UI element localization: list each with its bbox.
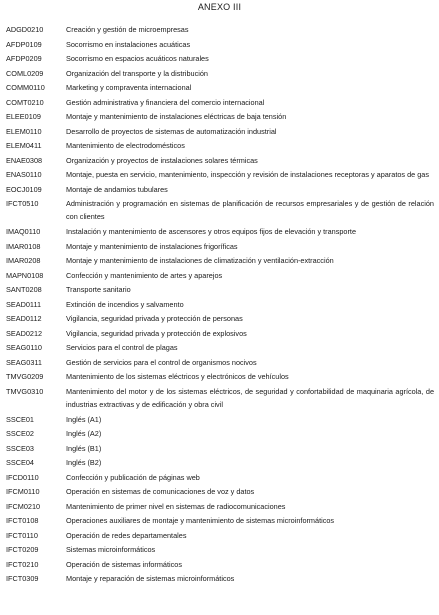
- entry-code: IFCD0110: [6, 472, 39, 482]
- entry-description: Montaje y mantenimiento de instalaciones frigoríficas: [66, 241, 238, 251]
- entry-code: SANT0208: [6, 285, 42, 295]
- entry-description: Creación y gestión de microempresas: [66, 25, 189, 34]
- entry-description: Gestión de servicios para el control de organismos nocivos: [66, 357, 257, 367]
- list-item: [6, 572, 434, 587]
- entry-code: AFDP0209: [6, 54, 42, 63]
- list-item: [6, 341, 434, 356]
- entry-code: SEAD0112: [6, 314, 42, 324]
- entry-code: TMVG0209: [6, 372, 44, 382]
- list-item: [6, 269, 434, 284]
- list-item: [6, 386, 434, 412]
- entry-description: Inglés (A2): [66, 429, 102, 439]
- entry-code: SEAD0111: [6, 299, 42, 309]
- entry-code: ELEE0109: [6, 112, 41, 121]
- entry-code: AFDP0109: [6, 39, 42, 49]
- list-item: [6, 413, 434, 428]
- list-item: [6, 125, 434, 140]
- entry-code: SEAG0110: [6, 343, 42, 353]
- entry-description: Mantenimiento de electrodomésticos: [66, 141, 185, 150]
- entry-description: Operación en sistemas de comunicaciones de voz y datos: [66, 487, 255, 497]
- entry-code: ELEM0110: [6, 126, 42, 136]
- entry-description: Organización del transporte y la distribución: [66, 68, 208, 78]
- entry-description: Socorrismo en espacios acuáticos naturales: [66, 54, 209, 63]
- list-item: [6, 52, 434, 67]
- entry-code: SSCE03: [6, 443, 34, 453]
- entry-description: Socorrismo en instalaciones acuáticas: [66, 39, 191, 49]
- entry-code: IFCT0510: [6, 199, 39, 209]
- entry-description: Montaje y mantenimiento de instalaciones de climatización y ventilación-extracción: [66, 256, 334, 266]
- list-item: [6, 500, 434, 515]
- entry-description: Mantenimiento del motor y de los sistemas eléctricos, de seguridad y confortabilidad de maquinaria agrícola, de industrias extractivas y de edificación y obra civil: [66, 386, 434, 409]
- list-item: [6, 442, 434, 457]
- entry-code: EOCJ0109: [6, 184, 42, 194]
- entry-code: SSCE04: [6, 458, 34, 468]
- entry-code: MAPN0108: [6, 270, 44, 280]
- entry-code: ENAE0308: [6, 155, 43, 165]
- entry-code: IMAR0208: [6, 256, 41, 266]
- list-item: [6, 543, 434, 558]
- entry-description: Desarrollo de proyectos de sistemas de automatización industrial: [66, 126, 277, 136]
- entry-description: Gestión administrativa y financiera del comercio internacional: [66, 97, 265, 107]
- list-item: [6, 23, 434, 38]
- list-item: [6, 110, 434, 125]
- list-item: [6, 198, 434, 224]
- entry-description: Sistemas microinformáticos: [66, 545, 156, 555]
- list-item: [6, 312, 434, 327]
- entry-code: IMAR0108: [6, 241, 41, 251]
- entry-description: Inglés (B2): [66, 458, 102, 468]
- entry-description: Inglés (A1): [66, 414, 102, 424]
- entry-code: IFCM0210: [6, 501, 41, 511]
- list-item: [6, 254, 434, 269]
- entry-description: Montaje y mantenimiento de instalaciones eléctricas de baja tensión: [66, 112, 287, 121]
- entry-description: Confección y mantenimiento de artes y aparejos: [66, 270, 223, 280]
- entry-code: SEAG0311: [6, 357, 42, 367]
- entry-code: IFCT0209: [6, 545, 39, 555]
- list-item: [6, 456, 434, 471]
- list-item: [6, 514, 434, 529]
- entry-code: ELEM0411: [6, 141, 42, 150]
- list-item: [6, 283, 434, 298]
- list-item: [6, 240, 434, 255]
- entry-description: Operaciones auxiliares de montaje y mantenimiento de sistemas microinformáticos: [66, 516, 335, 526]
- list-item: [6, 485, 434, 500]
- entry-code: IFCT0108: [6, 516, 39, 526]
- list-item: [6, 370, 434, 385]
- list-item: [6, 81, 434, 96]
- entry-code: IFCT0110: [6, 530, 38, 540]
- page-title: ANEXO III: [197, 2, 242, 12]
- list-item: [6, 356, 434, 371]
- entry-description: Montaje de andamios tubulares: [66, 184, 168, 194]
- entry-description: Montaje, puesta en servicio, mantenimiento, inspección y revisión de instalaciones receptoras y aparatos de gas: [66, 170, 430, 179]
- list-item: [6, 139, 434, 154]
- entry-code: SSCE01: [6, 414, 34, 424]
- entry-code: ENAS0110: [6, 170, 42, 179]
- entry-description: Inglés (B1): [66, 443, 102, 453]
- entry-description: Marketing y compraventa internacional: [66, 83, 192, 92]
- entry-code: COMM0110: [6, 83, 45, 92]
- entry-description: Transporte sanitario: [66, 285, 131, 295]
- entry-code: IFCT0309: [6, 574, 39, 584]
- entry-description: Mantenimiento de primer nivel en sistemas de radiocomunicaciones: [66, 501, 286, 511]
- list-item: [6, 327, 434, 342]
- list-item: [6, 96, 434, 111]
- entry-description: Administración y programación en sistemas de planificación de recursos empresariales y de gestión de relación con clientes: [66, 199, 434, 222]
- entry-description: Vigilancia, seguridad privada y protección de explosivos: [66, 328, 247, 338]
- list-item: [6, 298, 434, 313]
- entry-code: IFCT0210: [6, 559, 39, 569]
- entry-code: ADGD0210: [6, 25, 44, 34]
- entry-description: Operación de redes departamentales: [66, 530, 187, 540]
- entry-code: SEAD0212: [6, 328, 43, 338]
- entry-description: Vigilancia, seguridad privada y protección de personas: [66, 314, 243, 324]
- list-item: [6, 154, 434, 169]
- entry-description: Operación de sistemas informáticos: [66, 559, 182, 569]
- entry-code: SSCE02: [6, 429, 34, 439]
- list-item: [6, 169, 434, 182]
- list-item: [6, 183, 434, 198]
- course-code-list: [6, 23, 434, 587]
- entry-code: IMAQ0110: [6, 227, 41, 237]
- list-item: [6, 529, 434, 544]
- entry-code: COML0209: [6, 68, 44, 78]
- list-item: [6, 558, 434, 573]
- entry-description: Extinción de incendios y salvamento: [66, 299, 184, 309]
- entry-description: Montaje y reparación de sistemas microinformáticos: [66, 574, 235, 584]
- list-item: [6, 427, 434, 442]
- entry-description: Confección y publicación de páginas web: [66, 472, 200, 482]
- list-item: [6, 225, 434, 240]
- entry-code: COMT0210: [6, 97, 44, 107]
- entry-description: Organización y proyectos de instalaciones solares térmicas: [66, 155, 258, 165]
- entry-description: Instalación y mantenimiento de ascensores y otros equipos fijos de elevación y transporte: [66, 227, 357, 237]
- list-item: [6, 67, 434, 82]
- entry-description: Servicios para el control de plagas: [66, 343, 178, 353]
- entry-code: TMVG0310: [6, 386, 44, 396]
- list-item: [6, 38, 434, 53]
- entry-code: IFCM0110: [6, 487, 40, 497]
- list-item: [6, 471, 434, 486]
- entry-description: Mantenimiento de los sistemas eléctricos y electrónicos de vehículos: [66, 372, 289, 382]
